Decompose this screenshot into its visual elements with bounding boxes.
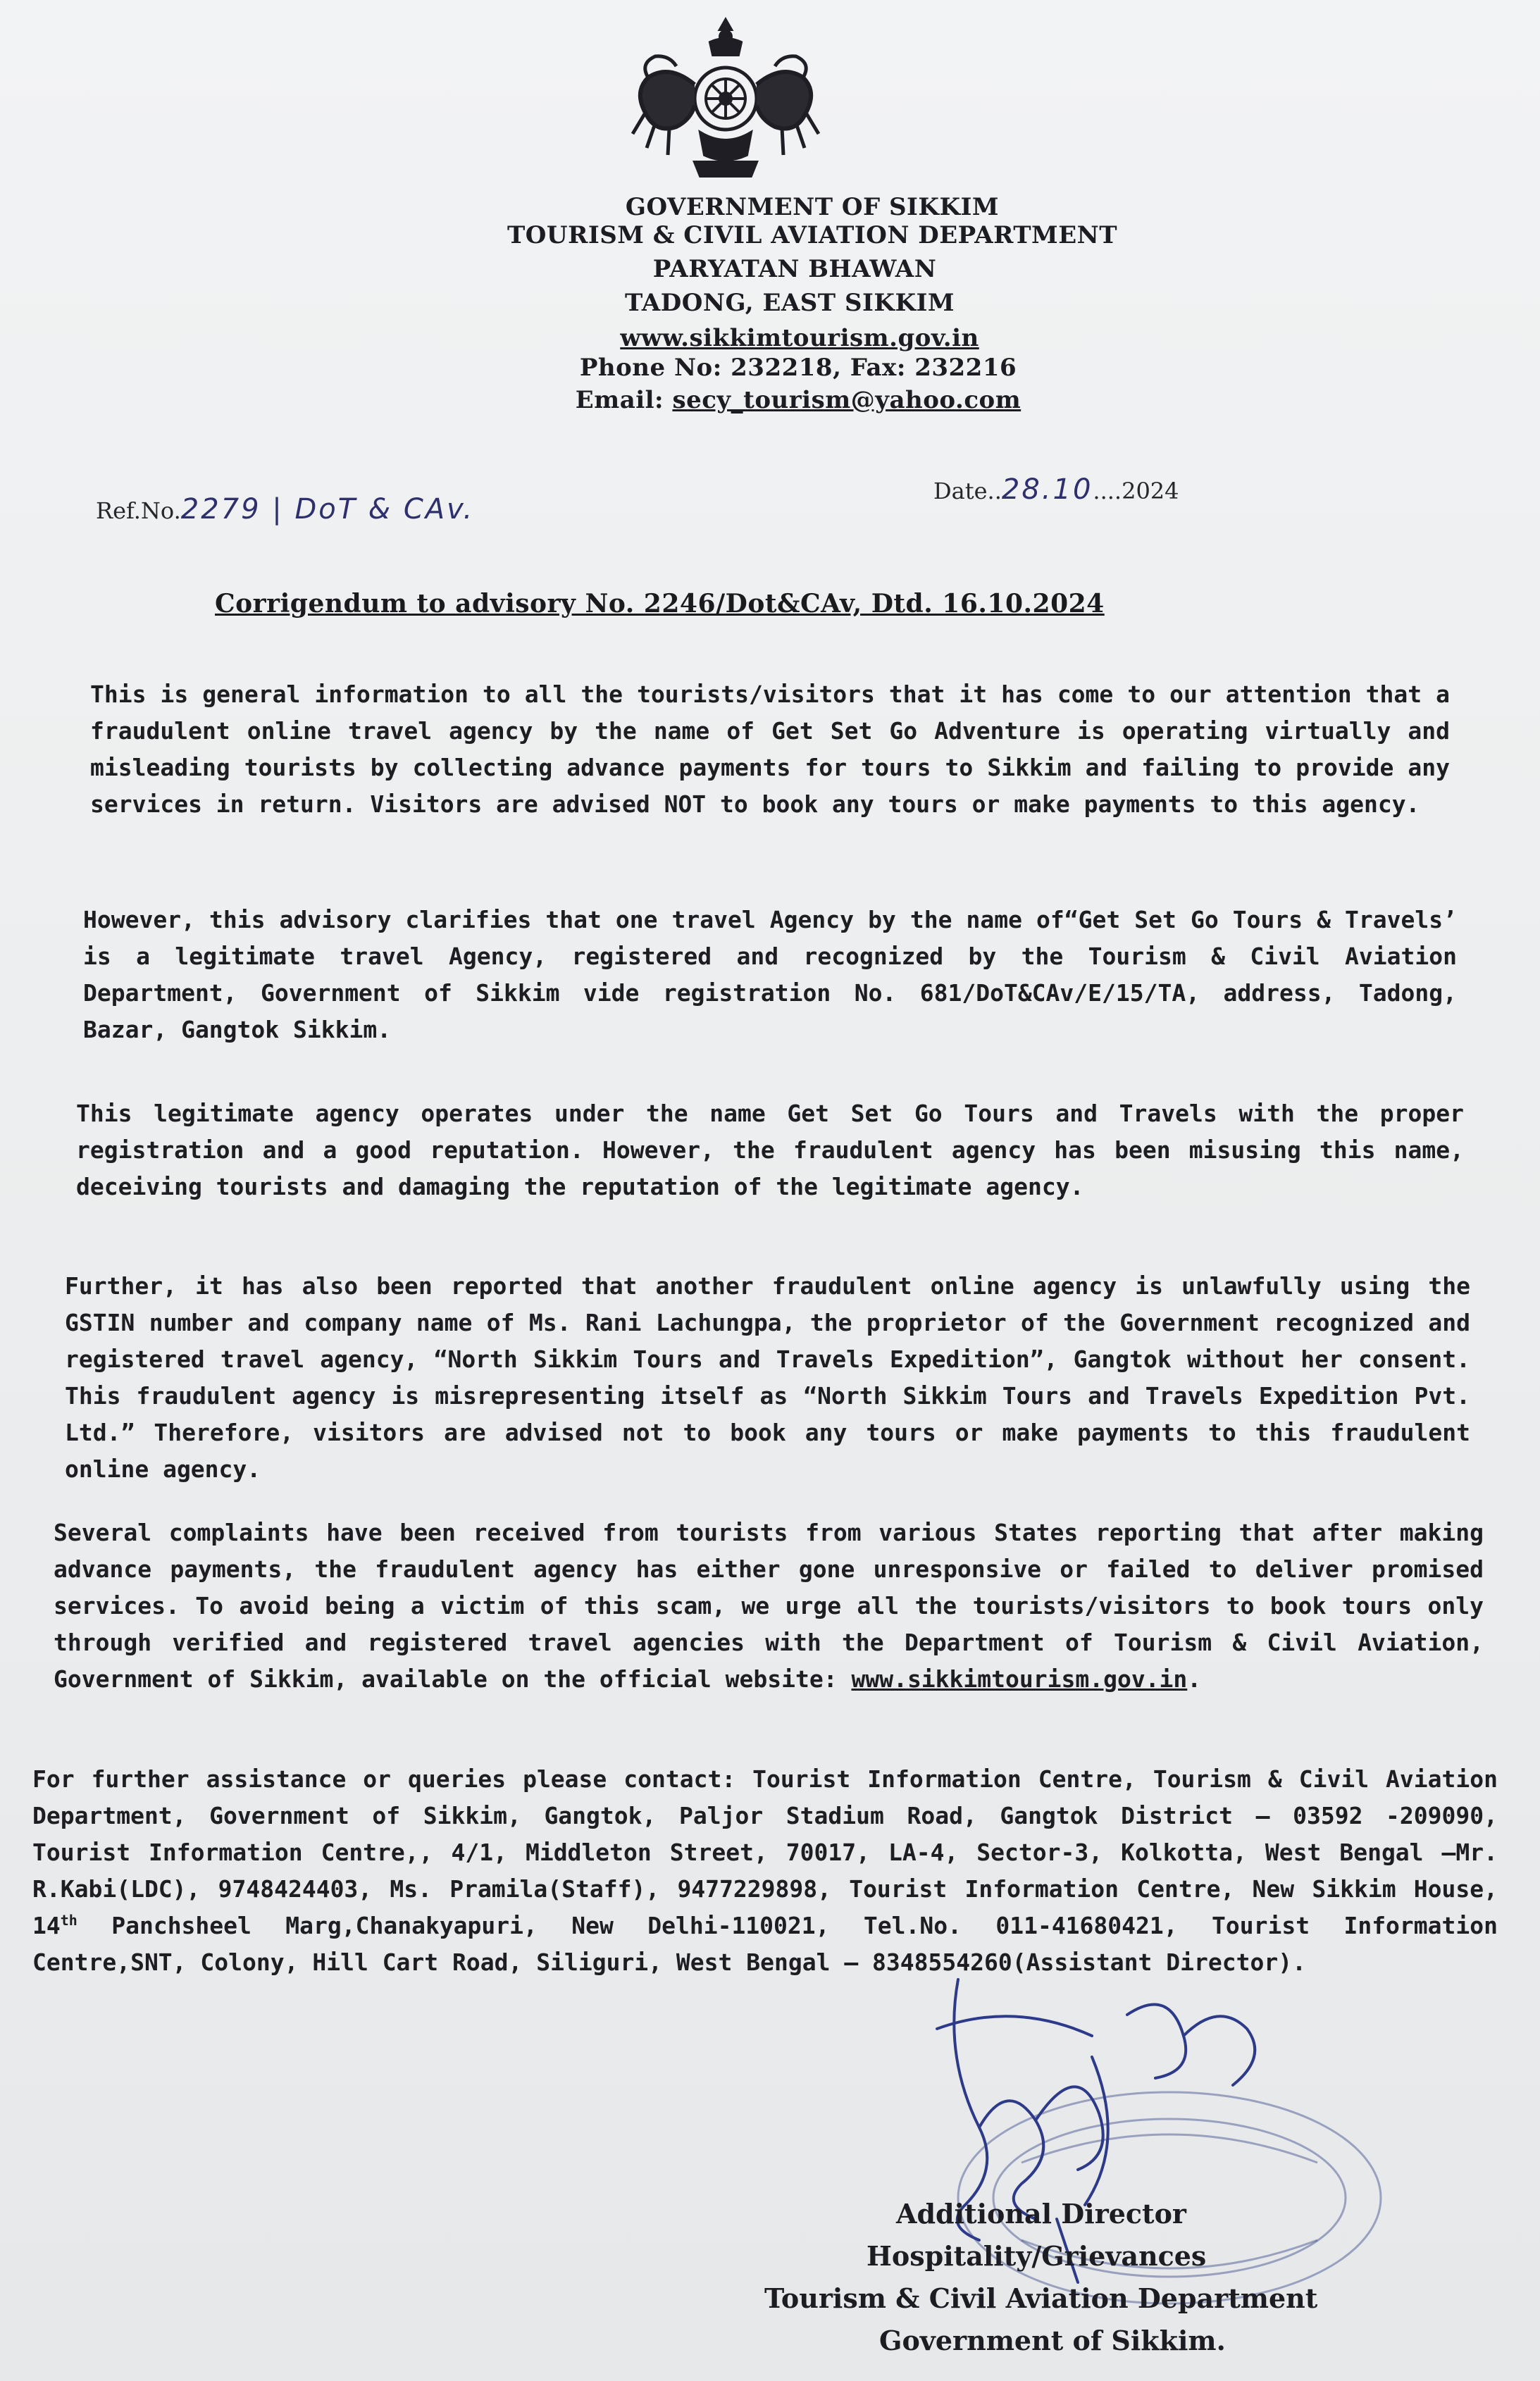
complaints-end: .: [1187, 1665, 1202, 1693]
paragraph-fraud-notice: This is general information to all the tourists/visitors that it has come to our attention that a fraudulent online travel agency by the name of Get Set Go Adventure is operating virtually and misleading tourists by collecting advance payments for tours to Sikkim and failing to provide any services in return. Visitors are advised NOT to book any tours or make payments to this agency.: [90, 680, 1450, 818]
paragraph-legitimate-agency: However, this advisory clarifies that one travel Agency by the name of“Get Set Go Tours & Travels’ is a legitimate travel Agency, registered and recognized by the Tourism & Civil Aviation Department, Government of Sikkim vide registration No. 681/DoT&CAv/E/15/TA, address, Tadong, Bazar, Gangtok Sikkim.: [83, 906, 1457, 1043]
official-website-link[interactable]: www.sikkimtourism.gov.in: [851, 1665, 1188, 1693]
paragraph-name-misuse: This legitimate agency operates under the name Get Set Go Tours and Travels with the proper registration and a good reputation. However, the fraudulent agency has been misusing this name, deceiving tourists and damaging the reputation of the legitimate agency.: [76, 1100, 1464, 1200]
date-field: [933, 473, 1179, 506]
header-email-row: [28, 386, 1540, 414]
signatory-designation: Additional Director: [896, 2198, 1186, 2230]
header-email-label: Email:: [575, 386, 673, 414]
header-department: TOURISM & CIVIL AVIATION DEPARTMENT: [507, 221, 1117, 249]
date-year: ....2024: [1093, 478, 1179, 504]
paragraph-contacts: [32, 1761, 1498, 1981]
date-label: Date..: [933, 478, 1002, 504]
reference-number: [96, 493, 474, 526]
header-website-link[interactable]: www.sikkimtourism.gov.in: [620, 324, 979, 352]
header-building: PARYATAN BHAWAN: [652, 255, 937, 283]
signatory-government: Government of Sikkim.: [879, 2325, 1226, 2356]
reference-handwritten-value: 2279 | DoT & CAv.: [180, 493, 475, 526]
signature-icon: [916, 1972, 1310, 2325]
reference-label: Ref.No.: [96, 497, 181, 524]
header-email-link[interactable]: secy_tourism@yahoo.com: [672, 386, 1022, 414]
paragraph-gstin-misuse: Further, it has also been reported that another fraudulent online agency is unlawfully using the GSTIN number and company name of Ms. Rani Lachungpa, the proprietor of the Government recognized and registered travel agency, “North Sikkim Tours and Travels Expedition”, Gangtok without her consent. This fraudulent agency is misrepresenting itself as “North Sikkim Tours and Travels Expedition Pvt. Ltd.” Therefore, visitors are advised not to book any tours or make payments to this fraudulent online agency.: [65, 1272, 1470, 1483]
contacts-text-part1: For further assistance or queries please contact: Tourist Information Centre, Tourism & Civil Aviation Department, Government of Sikkim, Gangtok, Paljor Stadium Road, Gangtok District – 03592 -209090, Tourist Information Centre,, 4/1, Middleton Street, 70017, LA-4, Sector-3, Kolkotta, West Bengal –Mr. R.Kabi(LDC), 9748424403, Ms. Pramila(Staff), 9477229898, Tourist Information Centre, New Sikkim House, 14: [32, 1765, 1498, 1939]
header-phone-fax: Phone No: 232218, Fax: 232216: [579, 354, 1017, 382]
complaints-text: Several complaints have been received from tourists from various States reporting that after making advance payments, the fraudulent agency has either gone unresponsive or failed to deliver promised services. To avoid being a victim of this scam, we urge all the tourists/visitors to book tours only through verified and registered travel agencies with the Department of Tourism & Civil Aviation, Government of Sikkim, available on the official website:: [54, 1519, 1484, 1693]
contacts-text-part2: Panchsheel Marg,Chanakyapuri, New Delhi-110021, Tel.No. 011-41680421, Tourist Information Centre,SNT, Colony, Hill Cart Road, Siliguri, West Bengal – 8348554260(Assistant Director).: [32, 1912, 1498, 1976]
signatory-section: Hospitality/Grievances: [867, 2240, 1207, 2272]
header-government: GOVERNMENT OF SIKKIM: [625, 193, 1000, 221]
sikkim-emblem-icon: [627, 14, 824, 183]
header-location: TADONG, EAST SIKKIM: [624, 289, 955, 317]
contacts-ordinal-suffix: th: [60, 1912, 77, 1929]
signatory-department: Tourism & Civil Aviation Department: [764, 2282, 1318, 2314]
date-handwritten-value: 28.10: [1001, 473, 1093, 506]
subject-heading: Corrigendum to advisory No. 2246/Dot&CAv, Dtd. 16.10.2024: [215, 589, 1105, 618]
paragraph-complaints: [54, 1515, 1484, 1698]
